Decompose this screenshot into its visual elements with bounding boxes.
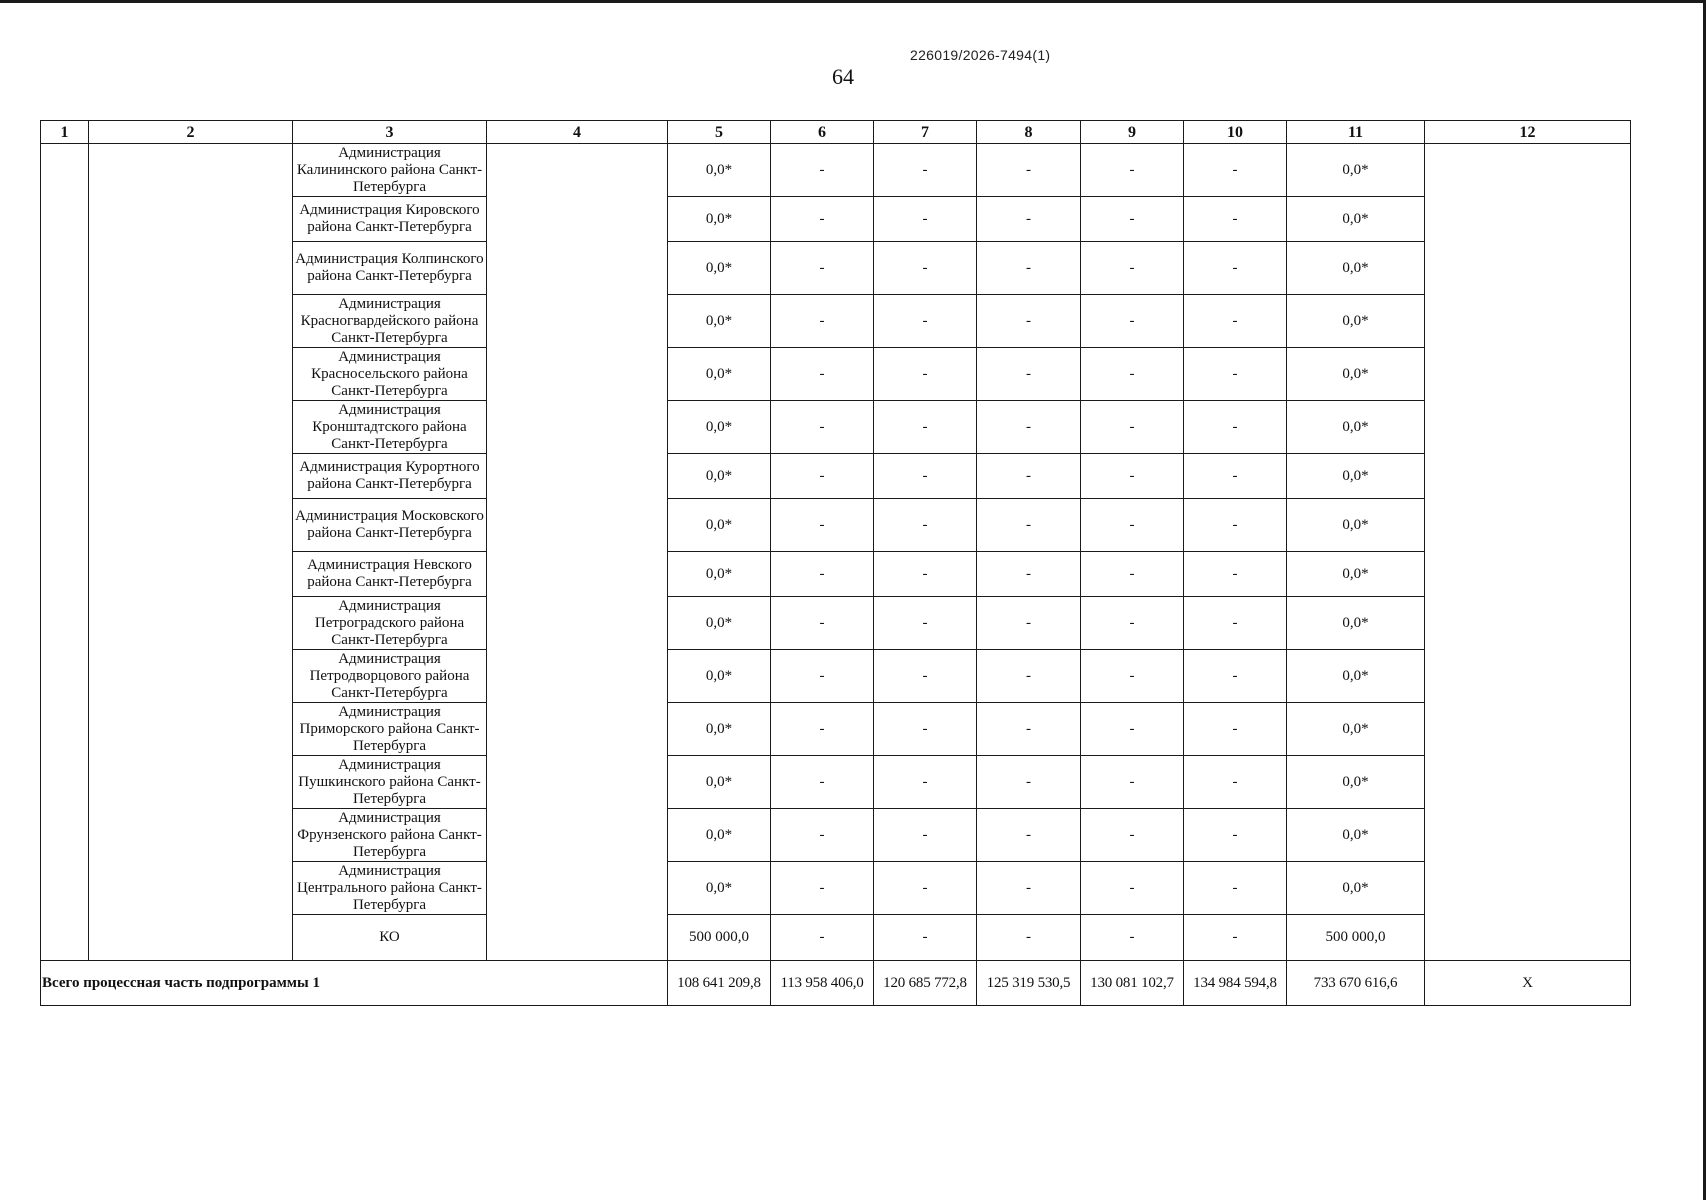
- value-col5: 0,0*: [668, 295, 771, 348]
- value-col10: -: [1184, 295, 1287, 348]
- total-col10: 134 984 594,8: [1184, 961, 1287, 1006]
- value-col6: -: [771, 295, 874, 348]
- value-col7: -: [874, 295, 977, 348]
- column-number-row: [41, 121, 1631, 144]
- column-header: 8: [977, 121, 1081, 144]
- value-col8: -: [977, 454, 1081, 499]
- total-col11: 733 670 616,6: [1287, 961, 1425, 1006]
- value-col11: 0,0*: [1287, 242, 1425, 295]
- value-col8: -: [977, 597, 1081, 650]
- value-col10: -: [1184, 915, 1287, 961]
- value-col6: -: [771, 144, 874, 197]
- value-col8: -: [977, 552, 1081, 597]
- value-col9: -: [1081, 295, 1184, 348]
- value-col11: 0,0*: [1287, 862, 1425, 915]
- organization-name: Администрация Пушкинского района Санкт-Петербурга: [293, 756, 487, 809]
- value-col11: 0,0*: [1287, 809, 1425, 862]
- table-row: [41, 144, 1631, 197]
- value-col5: 0,0*: [668, 401, 771, 454]
- value-col5: 0,0*: [668, 862, 771, 915]
- page-number: 64: [832, 64, 854, 89]
- organization-name: Администрация Московского района Санкт-Петербурга: [293, 499, 487, 552]
- value-col10: -: [1184, 454, 1287, 499]
- value-col11: 0,0*: [1287, 348, 1425, 401]
- value-col7: -: [874, 348, 977, 401]
- value-col8: -: [977, 242, 1081, 295]
- value-col5: 500 000,0: [668, 915, 771, 961]
- value-col5: 0,0*: [668, 552, 771, 597]
- value-col10: -: [1184, 809, 1287, 862]
- value-col9: -: [1081, 197, 1184, 242]
- value-col11: 0,0*: [1287, 650, 1425, 703]
- total-col6: 113 958 406,0: [771, 961, 874, 1006]
- value-col8: -: [977, 144, 1081, 197]
- value-col8: -: [977, 703, 1081, 756]
- value-col5: 0,0*: [668, 703, 771, 756]
- value-col6: -: [771, 597, 874, 650]
- value-col5: 0,0*: [668, 454, 771, 499]
- value-col7: -: [874, 756, 977, 809]
- value-col10: -: [1184, 862, 1287, 915]
- value-col8: -: [977, 401, 1081, 454]
- organization-name: Администрация Петродворцового района Санкт-Петербурга: [293, 650, 487, 703]
- value-col11: 0,0*: [1287, 401, 1425, 454]
- value-col6: -: [771, 552, 874, 597]
- value-col7: -: [874, 144, 977, 197]
- organization-name: КО: [293, 915, 487, 961]
- value-col7: -: [874, 597, 977, 650]
- value-col10: -: [1184, 401, 1287, 454]
- document-id: 226019/2026-7494(1): [910, 47, 1051, 63]
- value-col10: -: [1184, 650, 1287, 703]
- value-col8: -: [977, 348, 1081, 401]
- value-col10: -: [1184, 756, 1287, 809]
- total-col12: Х: [1425, 961, 1631, 1006]
- value-col10: -: [1184, 144, 1287, 197]
- value-col8: -: [977, 499, 1081, 552]
- column-header: 10: [1184, 121, 1287, 144]
- value-col8: -: [977, 756, 1081, 809]
- value-col7: -: [874, 862, 977, 915]
- value-col8: -: [977, 915, 1081, 961]
- value-col6: -: [771, 499, 874, 552]
- value-col11: 0,0*: [1287, 597, 1425, 650]
- organization-name: Администрация Фрунзенского района Санкт-Петербурга: [293, 809, 487, 862]
- organization-name: Администрация Петроградского района Санкт-Петербурга: [293, 597, 487, 650]
- value-col9: -: [1081, 756, 1184, 809]
- value-col5: 0,0*: [668, 756, 771, 809]
- value-col11: 0,0*: [1287, 197, 1425, 242]
- value-col11: 0,0*: [1287, 454, 1425, 499]
- value-col9: -: [1081, 401, 1184, 454]
- column-header: 4: [487, 121, 668, 144]
- value-col6: -: [771, 401, 874, 454]
- organization-name: Администрация Кронштадтского района Санкт-Петербурга: [293, 401, 487, 454]
- column-header: 11: [1287, 121, 1425, 144]
- value-col8: -: [977, 650, 1081, 703]
- column-header: 7: [874, 121, 977, 144]
- value-col9: -: [1081, 144, 1184, 197]
- value-col6: -: [771, 703, 874, 756]
- organization-name: Администрация Курортного района Санкт-Петербурга: [293, 454, 487, 499]
- value-col7: -: [874, 809, 977, 862]
- column-header: 2: [89, 121, 293, 144]
- value-col11: 0,0*: [1287, 499, 1425, 552]
- value-col10: -: [1184, 197, 1287, 242]
- column-header: 3: [293, 121, 487, 144]
- value-col10: -: [1184, 703, 1287, 756]
- value-col7: -: [874, 197, 977, 242]
- column-header: 1: [41, 121, 89, 144]
- value-col5: 0,0*: [668, 144, 771, 197]
- total-label: Всего процессная часть подпрограммы 1: [41, 961, 668, 1006]
- value-col11: 500 000,0: [1287, 915, 1425, 961]
- column-header: 6: [771, 121, 874, 144]
- value-col10: -: [1184, 552, 1287, 597]
- total-col5: 108 641 209,8: [668, 961, 771, 1006]
- organization-name: Администрация Красносельского района Санкт-Петербурга: [293, 348, 487, 401]
- value-col11: 0,0*: [1287, 295, 1425, 348]
- value-col10: -: [1184, 499, 1287, 552]
- value-col7: -: [874, 703, 977, 756]
- value-col6: -: [771, 197, 874, 242]
- value-col6: -: [771, 650, 874, 703]
- value-col9: -: [1081, 454, 1184, 499]
- value-col10: -: [1184, 348, 1287, 401]
- organization-name: Администрация Кировского района Санкт-Петербурга: [293, 197, 487, 242]
- organization-name: Администрация Невского района Санкт-Петербурга: [293, 552, 487, 597]
- value-col5: 0,0*: [668, 597, 771, 650]
- value-col6: -: [771, 242, 874, 295]
- value-col6: -: [771, 756, 874, 809]
- organization-name: Администрация Красногвардейского района Санкт-Петербурга: [293, 295, 487, 348]
- value-col9: -: [1081, 809, 1184, 862]
- value-col7: -: [874, 454, 977, 499]
- total-row: [41, 961, 1631, 1006]
- budget-table: [40, 120, 1631, 1006]
- value-col9: -: [1081, 597, 1184, 650]
- column-header: 9: [1081, 121, 1184, 144]
- value-col7: -: [874, 552, 977, 597]
- value-col6: -: [771, 915, 874, 961]
- value-col10: -: [1184, 242, 1287, 295]
- total-col8: 125 319 530,5: [977, 961, 1081, 1006]
- value-col8: -: [977, 809, 1081, 862]
- value-col6: -: [771, 454, 874, 499]
- value-col7: -: [874, 499, 977, 552]
- value-col5: 0,0*: [668, 348, 771, 401]
- organization-name: Администрация Колпинского района Санкт-Петербурга: [293, 242, 487, 295]
- value-col6: -: [771, 809, 874, 862]
- organization-name: Администрация Приморского района Санкт-Петербурга: [293, 703, 487, 756]
- column-header: 12: [1425, 121, 1631, 144]
- value-col8: -: [977, 862, 1081, 915]
- value-col9: -: [1081, 915, 1184, 961]
- value-col5: 0,0*: [668, 499, 771, 552]
- value-col7: -: [874, 650, 977, 703]
- value-col5: 0,0*: [668, 650, 771, 703]
- value-col8: -: [977, 295, 1081, 348]
- value-col9: -: [1081, 499, 1184, 552]
- value-col11: 0,0*: [1287, 144, 1425, 197]
- value-col5: 0,0*: [668, 809, 771, 862]
- blank-cell-col2: [89, 144, 293, 961]
- total-col9: 130 081 102,7: [1081, 961, 1184, 1006]
- scan-edge-top: [0, 0, 1706, 3]
- value-col10: -: [1184, 597, 1287, 650]
- column-header: 5: [668, 121, 771, 144]
- value-col9: -: [1081, 703, 1184, 756]
- value-col11: 0,0*: [1287, 703, 1425, 756]
- value-col6: -: [771, 862, 874, 915]
- value-col5: 0,0*: [668, 242, 771, 295]
- value-col9: -: [1081, 552, 1184, 597]
- value-col7: -: [874, 242, 977, 295]
- value-col9: -: [1081, 242, 1184, 295]
- value-col11: 0,0*: [1287, 756, 1425, 809]
- organization-name: Администрация Калининского района Санкт-Петербурга: [293, 144, 487, 197]
- value-col6: -: [771, 348, 874, 401]
- value-col9: -: [1081, 348, 1184, 401]
- value-col7: -: [874, 915, 977, 961]
- blank-cell-col1: [41, 144, 89, 961]
- value-col8: -: [977, 197, 1081, 242]
- value-col11: 0,0*: [1287, 552, 1425, 597]
- value-col9: -: [1081, 650, 1184, 703]
- value-col9: -: [1081, 862, 1184, 915]
- value-col7: -: [874, 401, 977, 454]
- blank-cell-col12: [1425, 144, 1631, 961]
- total-col7: 120 685 772,8: [874, 961, 977, 1006]
- organization-name: Администрация Центрального района Санкт-Петербурга: [293, 862, 487, 915]
- blank-cell-col4: [487, 144, 668, 961]
- value-col5: 0,0*: [668, 197, 771, 242]
